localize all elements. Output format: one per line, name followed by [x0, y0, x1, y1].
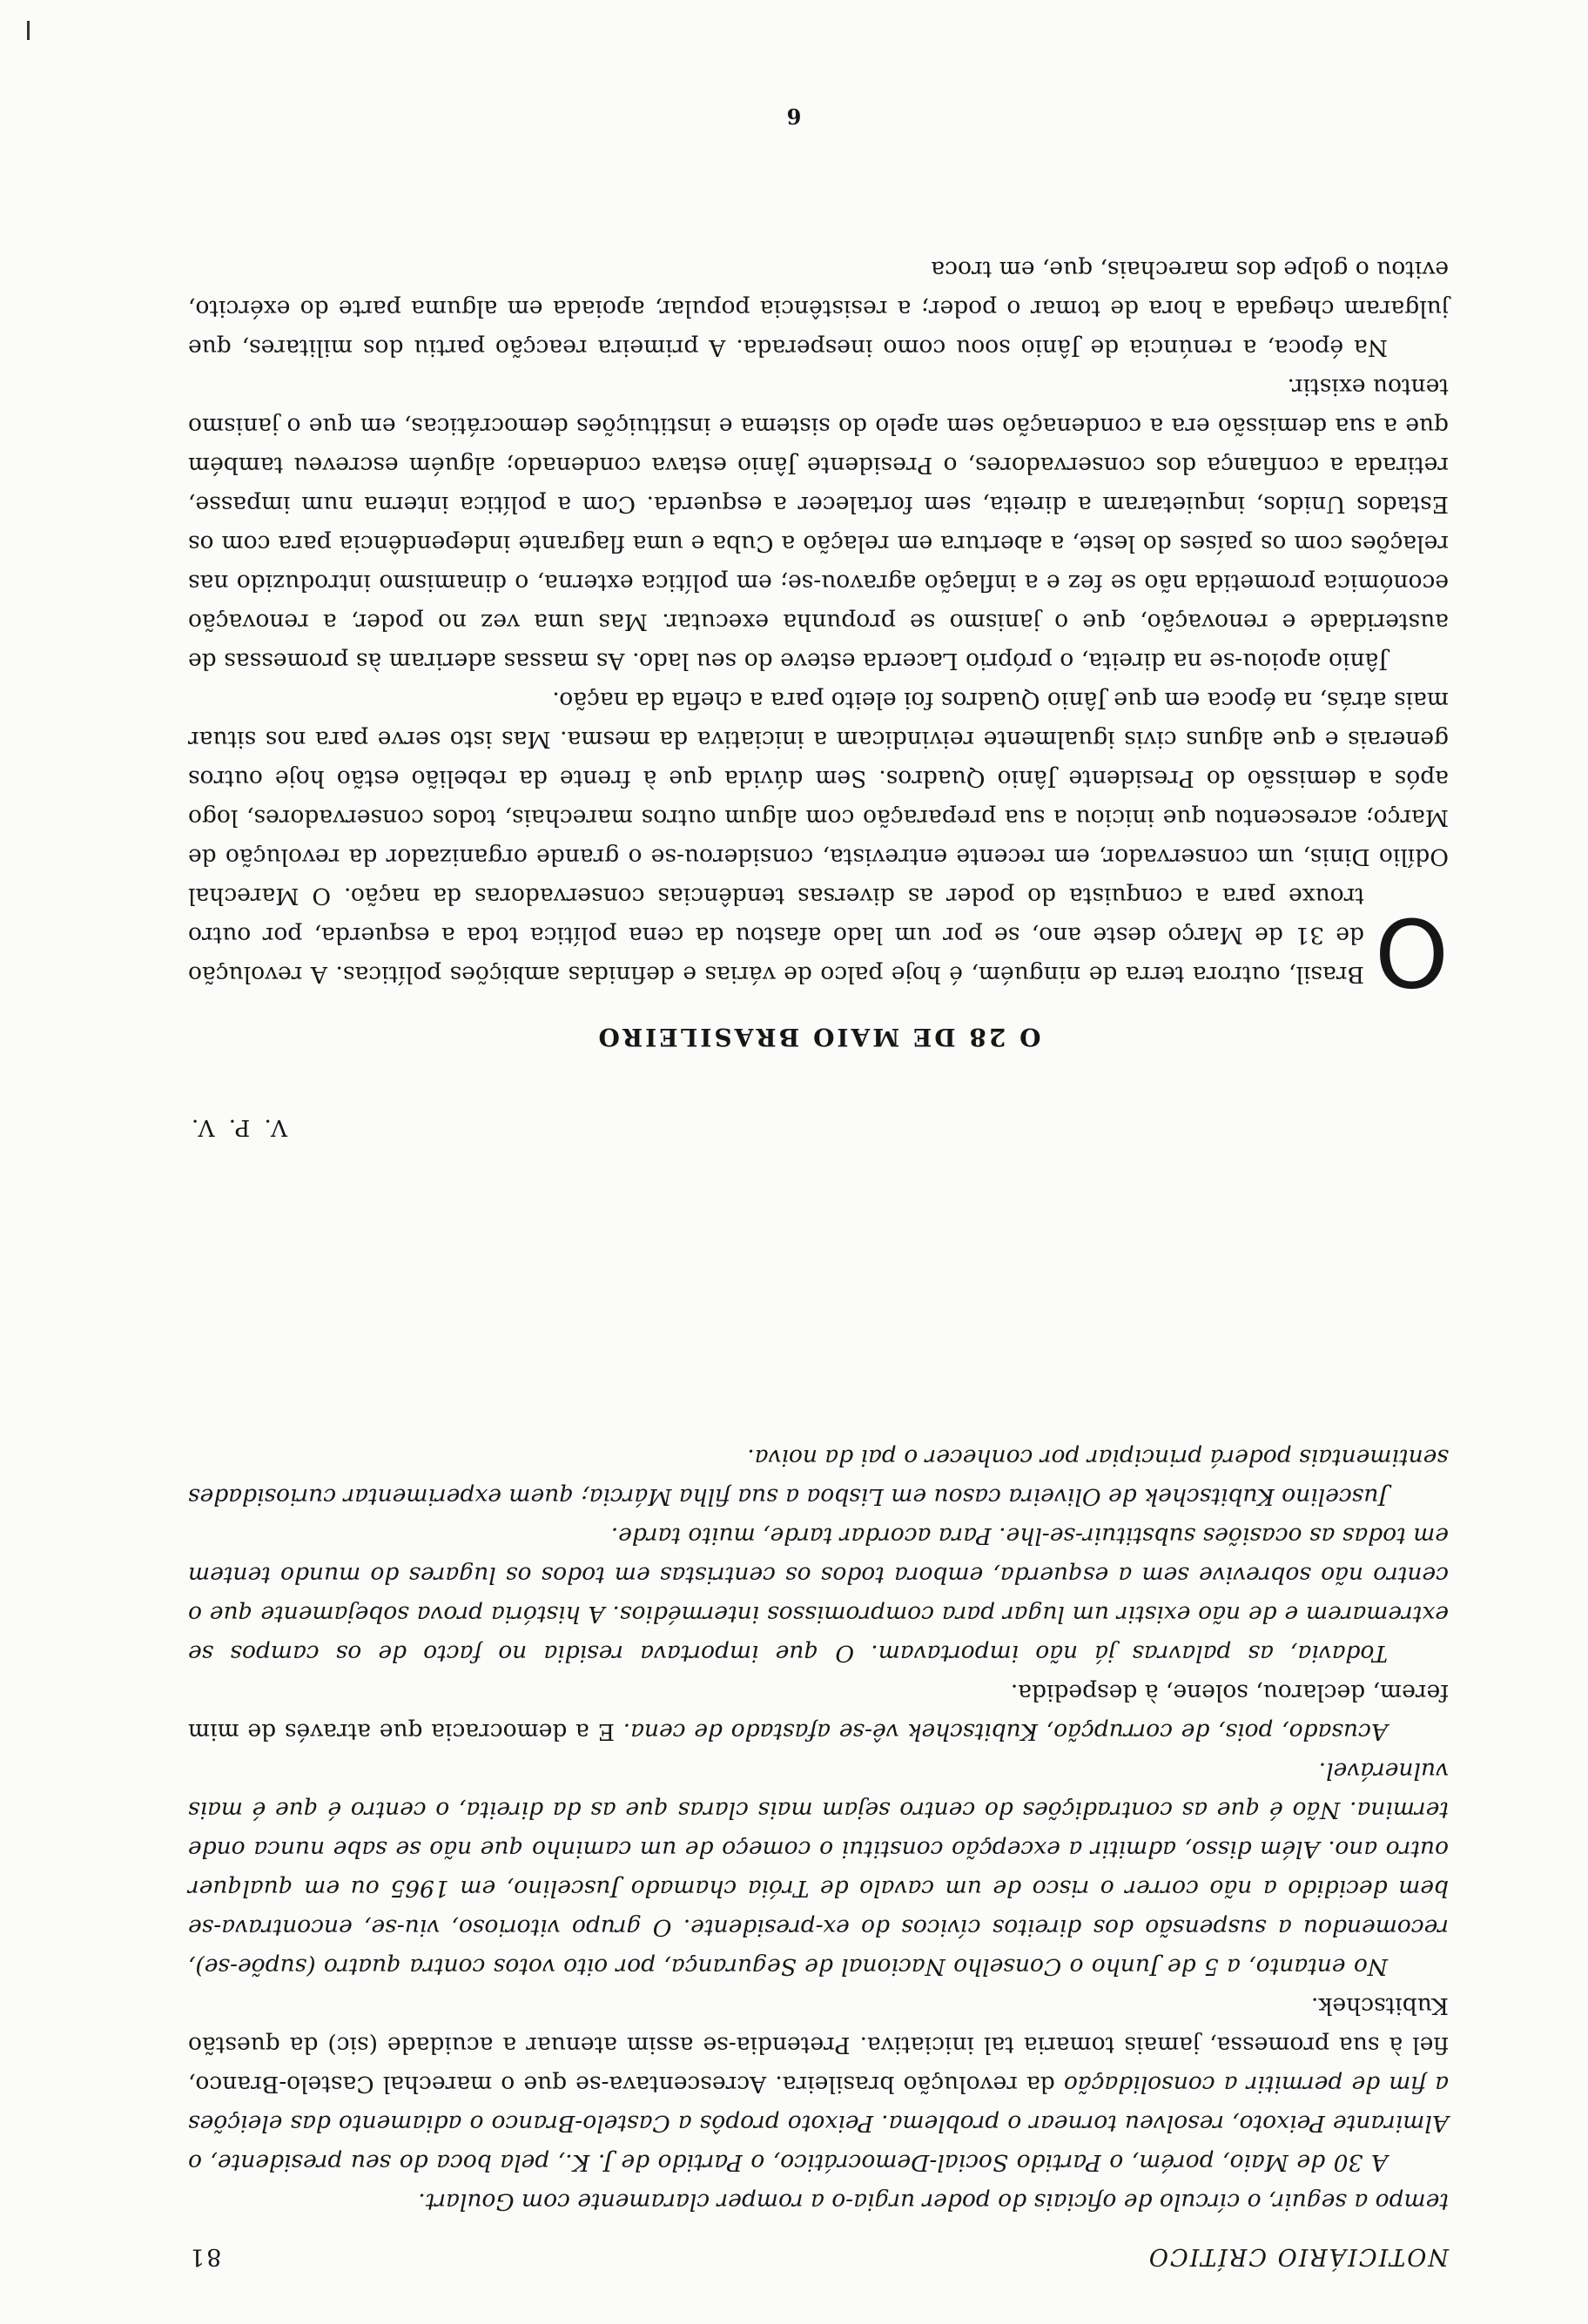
- paragraph: Todavia, as palavras já não importavam. O que importava residia no facto de os campos se extremarem e de não existir um lugar para compromissos intermédios. A história prova sobejamente que o centro não sobrevive sem a esquerda, embora todos os centristas em todos os lugares do mundo tentem em todas as ocasiões substituir-se-lhe. Para acordar tarde, muito tarde.: [188, 1522, 1449, 1667]
- article-28-de-maio: [188, 250, 1449, 1005]
- scan-mark: [27, 21, 30, 40]
- author-signature: V. P. V.: [188, 1114, 288, 1140]
- paragraph: No entanto, a 5 de Junho o Conselho Nacional de Segurança, por oito votos contra quatro (supõe-se), recomendou a suspensão dos direitos cívicos do ex-presidente. O grupo vitorioso, viu-se, encontrava-se bem decidido a não correr o risco de um cavalo de Tróia chamado Juscelino, em 1965 ou em qualquer outro ano. Além disso, admitir a excepção constitui o começo de um caminho que não se sabe nunca onde termina. Não é que as contradições do centro sejam mais claras que as da direita, o centro é que é mais vulnerável.: [188, 1757, 1449, 1980]
- drop-cap: O: [1374, 897, 1449, 1005]
- paragraph: [188, 1986, 1449, 2182]
- page-number: 81: [188, 2243, 222, 2270]
- paragraph: Jânio apoiou-se na direita, o próprio Lacerda esteve do seu lado. As massas aderiram às promessas de austeridade e renovação, que o janismo se propunha executar. Mas uma vez no poder, a renovação económica prometida não se fez e a inflação agravou-se; em política externa, o dinamismo introduzido nas relações com os países do leste, a abertura em relação a Cuba e uma flagrante independência para com os Estados Unidos, inquietaram a direita, sem fortalecer a esquerda. Com a política interna num impasse, retirada a confiança dos conservadores, o Presidente Jânio estava condenado; alguém escreveu também que a sua demissão era a condenação sem apelo do sistema e instituições democráticas, em que o janismo tentou existir.: [188, 373, 1449, 675]
- paragraph: Juscelino Kubitschek de Oliveira casou em Lisboa a sua filha Márcia; quem experimentar curiosidades sentimentais poderá principiar por conhecer o pai da noiva.: [188, 1444, 1449, 1510]
- paragraph: Na época, a renúncia de Jânio soou como inesperada. A primeira reacção partiu dos militares, que julgaram chegada a hora de tomar o poder; a resistência popular, apoiada em alguma parte do exército, evitou o golpe dos marechais, que, em troca: [188, 256, 1449, 361]
- paragraph-text: Brasil, outrora terra de ninguém, é hoje palco de várias e definidas ambições políticas. A revolução de 31 de Março deste ano, se por um lado afastou da cena política toda a esquerda, por outro trouxe para a conquista do poder as diversas tendências conservadoras da nação. O Marechal Odílio Dinis, um conservador, em recente entrevista, considerou-se o grande organizador da revolução de Março; acrescentou que iniciou a sua preparação com algum outros marechais, todos conservadores, logo após a demissão do Presidente Jânio Quadros. Sem dúvida que à frente da rebelião estão hoje outros generais e que alguns civis igualmente reivindicam a iniciativa da mesma. Mas isto serve para nos situar mais atrás, na época em que Jânio Quadros foi eleito para a chefia da nação.: [188, 687, 1449, 988]
- paragraph-italic-part: A 30 de Maio, porém, o Partido Social-Democrático, o Partido de J. K., pela boca do seu presidente, o Almirante Peixoto, resolveu tornear o problema. Peixoto propôs a Castelo-Branco o adiamento das eleições a fim de permitir a consolidação: [188, 2071, 1449, 2176]
- running-title: NOTICIÁRIO CRÍTICO: [1147, 2243, 1449, 2270]
- article-kubitschek: [188, 1438, 1449, 2221]
- paragraph: [188, 681, 1449, 1005]
- paragraph-roman-part: da revolução brasileira. Acrescentava-se que o marechal Castelo-Branco, fiel à sua promessa, jamais tomaria tal iniciativa. Pretendia-se assim atenuar a acuidade (sic) da questão Kubitschek.: [188, 1992, 1449, 2098]
- paragraph: [188, 1673, 1449, 1751]
- paragraph-italic-part: Acusado, pois, de corrupção, Kubitschek vê-se afastado de cena.: [622, 1718, 1388, 1745]
- paragraph: tempo a seguir, o círculo de oficiais do poder urgia-o a romper claramente com Goulart.: [418, 2188, 1449, 2215]
- signature-mark: 6: [786, 104, 802, 129]
- section-title: O 28 DE MAIO BRASILEIRO: [596, 1023, 1041, 1051]
- paragraph-roman-part: E a democracia que através de mim ferem, declarou, solene, à despedida.: [188, 1679, 1449, 1745]
